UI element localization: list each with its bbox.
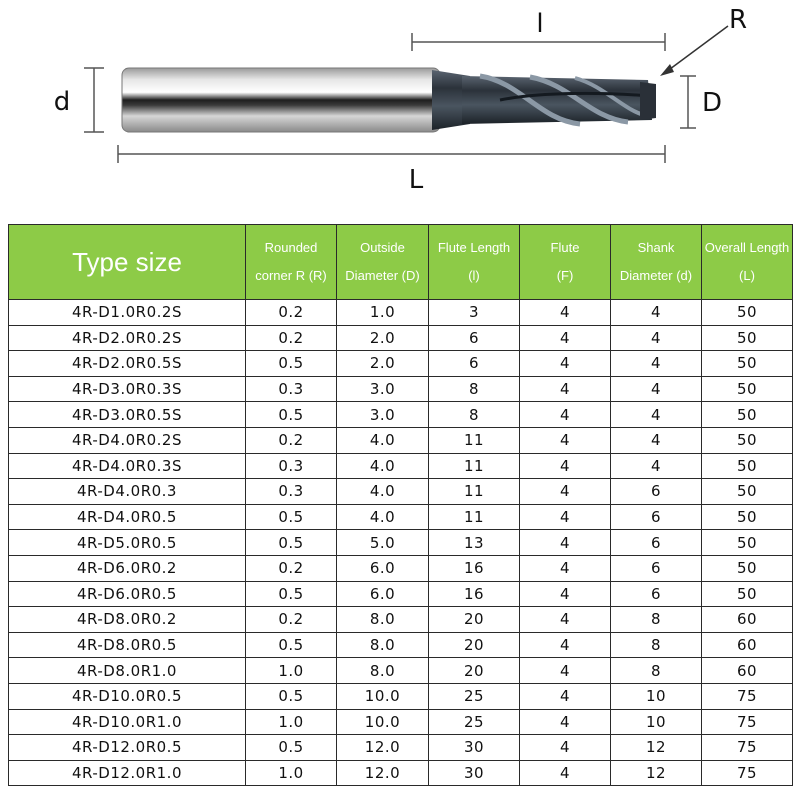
cell-ol: 50 (702, 402, 793, 428)
cell-ol: 60 (702, 658, 793, 684)
header-f-line: (F) (556, 268, 574, 283)
header-sd (611, 225, 702, 300)
cell-fl: 30 (429, 760, 520, 786)
cell-sd: 6 (611, 530, 702, 556)
cell-r: 0.5 (246, 402, 337, 428)
cell-sd: 12 (611, 735, 702, 761)
header-od (337, 225, 429, 300)
cell-ol: 75 (702, 709, 793, 735)
cell-od: 2.0 (337, 351, 429, 377)
table-row (9, 427, 793, 453)
cell-type: 4R-D8.0R0.2 (9, 607, 246, 633)
cell-sd: 4 (611, 427, 702, 453)
end-mill-diagram (0, 0, 800, 210)
cell-fl: 20 (429, 632, 520, 658)
table-row (9, 351, 793, 377)
cell-type: 4R-D3.0R0.3S (9, 376, 246, 402)
cell-ol: 60 (702, 632, 793, 658)
cell-od: 5.0 (337, 530, 429, 556)
header-ol (702, 225, 793, 300)
cell-r: 0.2 (246, 427, 337, 453)
cell-sd: 6 (611, 504, 702, 530)
table-row (9, 735, 793, 761)
header-type (9, 225, 246, 300)
cell-r: 0.5 (246, 351, 337, 377)
cell-f: 4 (520, 555, 611, 581)
table-row (9, 683, 793, 709)
cell-sd: 4 (611, 351, 702, 377)
cell-r: 0.5 (246, 530, 337, 556)
cell-fl: 8 (429, 402, 520, 428)
cell-type: 4R-D8.0R1.0 (9, 658, 246, 684)
cell-type: 4R-D12.0R1.0 (9, 760, 246, 786)
cell-r: 1.0 (246, 709, 337, 735)
label-l: l (536, 9, 544, 39)
cell-sd: 8 (611, 607, 702, 633)
cell-od: 4.0 (337, 504, 429, 530)
cell-r: 0.3 (246, 453, 337, 479)
cell-ol: 50 (702, 376, 793, 402)
cell-od: 1.0 (337, 300, 429, 326)
cell-r: 0.5 (246, 632, 337, 658)
cell-sd: 8 (611, 658, 702, 684)
cell-f: 4 (520, 683, 611, 709)
cell-fl: 16 (429, 581, 520, 607)
cell-f: 4 (520, 632, 611, 658)
cell-od: 4.0 (337, 427, 429, 453)
cell-type: 4R-D2.0R0.5S (9, 351, 246, 377)
cell-sd: 4 (611, 376, 702, 402)
cell-r: 0.5 (246, 581, 337, 607)
cell-od: 2.0 (337, 325, 429, 351)
cell-r: 0.5 (246, 735, 337, 761)
cell-f: 4 (520, 760, 611, 786)
cell-fl: 11 (429, 479, 520, 505)
cell-f: 4 (520, 735, 611, 761)
cell-fl: 13 (429, 530, 520, 556)
corner-radius-arrow (660, 26, 728, 76)
header-f-line: Flute (550, 240, 580, 255)
cell-sd: 6 (611, 555, 702, 581)
header-r (246, 225, 337, 300)
cell-ol: 50 (702, 504, 793, 530)
cell-r: 0.5 (246, 683, 337, 709)
cell-fl: 6 (429, 351, 520, 377)
header-f (520, 225, 611, 300)
table-row (9, 479, 793, 505)
cell-od: 6.0 (337, 555, 429, 581)
table-row (9, 607, 793, 633)
header-fl-line: (l) (468, 268, 480, 283)
header-od-line: Outside (360, 240, 405, 255)
cell-od: 4.0 (337, 453, 429, 479)
cell-fl: 11 (429, 453, 520, 479)
cell-sd: 8 (611, 632, 702, 658)
cell-f: 4 (520, 325, 611, 351)
table-row (9, 632, 793, 658)
cell-sd: 6 (611, 581, 702, 607)
cell-od: 8.0 (337, 658, 429, 684)
table-body (9, 300, 793, 786)
cell-fl: 20 (429, 658, 520, 684)
cell-f: 4 (520, 376, 611, 402)
tool-flutes (462, 76, 656, 124)
header-fl-line: Flute Length (437, 240, 511, 255)
cell-fl: 6 (429, 325, 520, 351)
cell-ol: 50 (702, 453, 793, 479)
cell-f: 4 (520, 607, 611, 633)
cell-f: 4 (520, 581, 611, 607)
cell-sd: 6 (611, 479, 702, 505)
cell-f: 4 (520, 351, 611, 377)
cell-sd: 12 (611, 760, 702, 786)
cell-f: 4 (520, 530, 611, 556)
cell-f: 4 (520, 709, 611, 735)
cell-fl: 25 (429, 683, 520, 709)
cell-type: 4R-D10.0R1.0 (9, 709, 246, 735)
cell-sd: 10 (611, 683, 702, 709)
cell-fl: 20 (429, 607, 520, 633)
cell-ol: 50 (702, 581, 793, 607)
cell-type: 4R-D3.0R0.5S (9, 402, 246, 428)
outside-diameter-dimension (680, 76, 696, 128)
cell-ol: 50 (702, 325, 793, 351)
cell-f: 4 (520, 427, 611, 453)
cell-fl: 8 (429, 376, 520, 402)
cell-type: 4R-D4.0R0.5 (9, 504, 246, 530)
cell-fl: 16 (429, 555, 520, 581)
cell-r: 0.3 (246, 376, 337, 402)
table-row (9, 300, 793, 326)
cell-fl: 25 (429, 709, 520, 735)
cell-type: 4R-D2.0R0.2S (9, 325, 246, 351)
cell-od: 4.0 (337, 479, 429, 505)
cell-ol: 60 (702, 607, 793, 633)
cell-od: 8.0 (337, 607, 429, 633)
cell-sd: 4 (611, 402, 702, 428)
header-sd-line: Diameter (d) (619, 268, 693, 283)
cell-ol: 50 (702, 479, 793, 505)
cell-ol: 75 (702, 735, 793, 761)
cell-r: 0.2 (246, 607, 337, 633)
cell-type: 4R-D8.0R0.5 (9, 632, 246, 658)
cell-fl: 11 (429, 504, 520, 530)
cell-sd: 4 (611, 325, 702, 351)
spec-table (8, 224, 793, 786)
cell-ol: 75 (702, 683, 793, 709)
cell-type: 4R-D6.0R0.2 (9, 555, 246, 581)
label-R: R (728, 5, 748, 35)
cell-sd: 4 (611, 300, 702, 326)
cell-r: 1.0 (246, 658, 337, 684)
cell-ol: 50 (702, 300, 793, 326)
cell-ol: 75 (702, 760, 793, 786)
overall-length-dimension (118, 145, 665, 163)
cell-fl: 11 (429, 427, 520, 453)
cell-od: 12.0 (337, 760, 429, 786)
cell-type: 4R-D4.0R0.3S (9, 453, 246, 479)
cell-od: 8.0 (337, 632, 429, 658)
tool-shank (122, 68, 440, 132)
cell-f: 4 (520, 402, 611, 428)
cell-ol: 50 (702, 555, 793, 581)
cell-od: 10.0 (337, 709, 429, 735)
cell-ol: 50 (702, 351, 793, 377)
cell-f: 4 (520, 658, 611, 684)
cell-r: 0.5 (246, 504, 337, 530)
table-row (9, 325, 793, 351)
cell-sd: 10 (611, 709, 702, 735)
cell-od: 6.0 (337, 581, 429, 607)
shank-diameter-dimension (84, 68, 104, 132)
table-row (9, 555, 793, 581)
cell-ol: 50 (702, 427, 793, 453)
label-L: L (408, 165, 424, 195)
cell-type: 4R-D5.0R0.5 (9, 530, 246, 556)
cell-type: 4R-D1.0R0.2S (9, 300, 246, 326)
table-row (9, 402, 793, 428)
table-row (9, 376, 793, 402)
cell-f: 4 (520, 453, 611, 479)
table-row (9, 709, 793, 735)
cell-od: 12.0 (337, 735, 429, 761)
header-type-line: Type size (72, 246, 182, 277)
cell-r: 1.0 (246, 760, 337, 786)
cell-od: 3.0 (337, 376, 429, 402)
table-row (9, 658, 793, 684)
header-od-line: Diameter (D) (345, 268, 420, 283)
table-header-row (9, 225, 793, 300)
table-row (9, 581, 793, 607)
header-sd-line: Shank (637, 240, 675, 255)
cell-type: 4R-D10.0R0.5 (9, 683, 246, 709)
cell-r: 0.2 (246, 325, 337, 351)
cell-r: 0.3 (246, 479, 337, 505)
cell-type: 4R-D6.0R0.5 (9, 581, 246, 607)
cell-type: 4R-D4.0R0.2S (9, 427, 246, 453)
cell-od: 3.0 (337, 402, 429, 428)
table-row (9, 453, 793, 479)
cell-sd: 4 (611, 453, 702, 479)
header-ol-line: Overall Length (704, 240, 790, 255)
cell-f: 4 (520, 479, 611, 505)
cell-type: 4R-D4.0R0.3 (9, 479, 246, 505)
cell-fl: 3 (429, 300, 520, 326)
cell-f: 4 (520, 504, 611, 530)
table-row (9, 504, 793, 530)
label-D: D (701, 88, 723, 118)
cell-f: 4 (520, 300, 611, 326)
header-fl (429, 225, 520, 300)
header-r-line: Rounded (264, 240, 318, 255)
header-ol-line: (L) (739, 268, 755, 283)
cell-od: 10.0 (337, 683, 429, 709)
header-r-line: corner R (R) (255, 268, 327, 283)
cell-ol: 50 (702, 530, 793, 556)
table-row (9, 760, 793, 786)
cell-fl: 30 (429, 735, 520, 761)
label-d: d (53, 87, 71, 117)
table-row (9, 530, 793, 556)
cell-type: 4R-D12.0R0.5 (9, 735, 246, 761)
cell-r: 0.2 (246, 555, 337, 581)
cell-r: 0.2 (246, 300, 337, 326)
